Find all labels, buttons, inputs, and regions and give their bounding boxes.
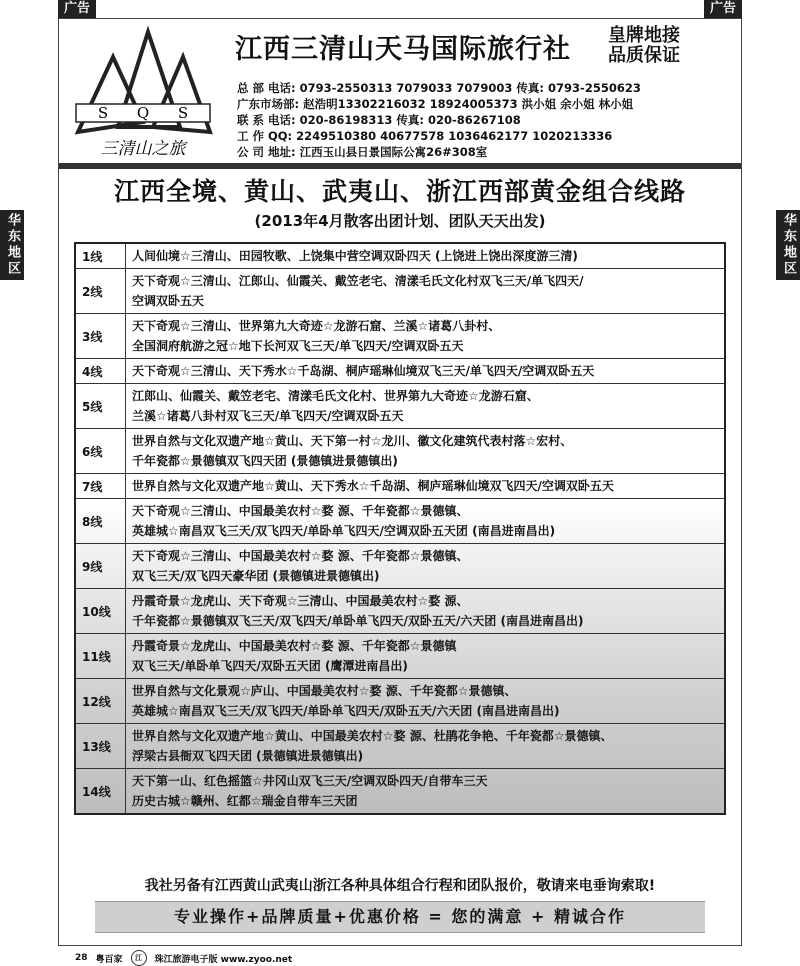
route-number: 11线	[76, 634, 126, 678]
route-row	[76, 499, 724, 544]
slogan	[608, 26, 728, 66]
route-description: 江郎山、仙霞关、戴笠老宅、清漾毛氏文化村、世界第九大奇迹☆龙游石窟、 兰溪☆诸葛八卦村双飞三天/单飞四天/空调双卧五天	[132, 389, 539, 423]
header-divider	[59, 163, 741, 169]
subtitle: (2013年4月散客出团计划、团队天天出发)	[254, 212, 546, 230]
route-description: 天下奇观☆三清山、天下秀水☆千岛湖、桐庐瑶琳仙境双飞三天/单飞四天/空调双卧五天	[132, 364, 595, 378]
logo-motto: 三清山之旅	[100, 139, 186, 159]
route-row	[76, 269, 724, 314]
logo-letter-2: Q	[136, 104, 150, 122]
logo-letter-3: S	[177, 104, 189, 122]
contact-address: 公 司 地址: 江西玉山县日景国际公寓26#308室	[237, 145, 488, 159]
route-description: 世界自然与文化双遗产地☆黄山、天下秀水☆千岛湖、桐庐瑶琳仙境双飞四天/空调双卧五天	[132, 479, 614, 493]
route-row	[76, 724, 724, 769]
route-description: 丹霞奇景☆龙虎山、中国最美农村☆婺 源、千年瓷都☆景德镇 双飞三天/单卧单飞四天/双卧五天团 (鹰潭进南昌出)	[132, 639, 457, 673]
slogan-line-1: 皇牌地接	[608, 25, 680, 46]
headline: 江西全境、黄山、武夷山、浙江西部黄金组合线路	[113, 177, 686, 206]
route-number: 10线	[76, 589, 126, 633]
route-number: 4线	[76, 359, 126, 383]
route-number: 7线	[76, 474, 126, 498]
contact-block	[237, 80, 641, 160]
footer-brand: 粤百家	[95, 954, 123, 965]
route-number: 1线	[76, 244, 126, 268]
route-description: 世界自然与文化景观☆庐山、中国最美农村☆婺 源、千年瓷都☆景德镇、 英雄城☆南昌双飞三天/双飞四天/单卧单飞四天/双卧五天/六天团 (南昌进南昌出)	[132, 684, 560, 718]
route-number: 6线	[76, 429, 126, 473]
route-number: 12线	[76, 679, 126, 723]
route-description: 世界自然与文化双遗产地☆黄山、中国最美农村☆婺 源、杜鹃花争艳、千年瓷都☆景德镇、 浮梁古县衙双飞四天团 (景德镇进景德镇出)	[132, 729, 613, 763]
slogan-line-2: 品质保证	[608, 45, 680, 66]
route-row	[76, 244, 724, 269]
route-row	[76, 384, 724, 429]
company-name: 江西三清山天马国际旅行社	[235, 34, 571, 65]
route-number: 5线	[76, 384, 126, 428]
route-row	[76, 314, 724, 359]
route-row	[76, 474, 724, 499]
route-row	[76, 544, 724, 589]
route-number: 3线	[76, 314, 126, 358]
route-number: 8线	[76, 499, 126, 543]
route-description: 人间仙境☆三清山、田园牧歌、上饶集中营空调双卧四天 (上饶进上饶出深度游三清)	[132, 249, 578, 263]
region-tab-right: 华东地区	[776, 210, 800, 280]
route-row	[76, 634, 724, 679]
route-description: 天下奇观☆三清山、江郎山、仙霞关、戴笠老宅、清漾毛氏文化村双飞三天/单飞四天/ 空调双卧五天	[132, 274, 584, 308]
region-tab-left: 华东地区	[0, 210, 24, 280]
contact-tel: 联 系 电话: 020-86198313 传真: 020-86267108	[237, 113, 521, 127]
contact-qq: 工 作 QQ: 2249510380 40677578 1036462177 1020213336	[237, 129, 613, 143]
route-description: 天下奇观☆三清山、中国最美农村☆婺 源、千年瓷都☆景德镇、 双飞三天/双飞四天豪华团 (景德镇进景德镇出)	[132, 549, 469, 583]
company-logo	[68, 22, 218, 162]
route-row	[76, 429, 724, 474]
route-description: 丹霞奇景☆龙虎山、天下奇观☆三清山、中国最美农村☆婺 源、 千年瓷都☆景德镇双飞三天/双飞四天/单卧单飞四天/双卧五天/六天团 (南昌进南昌出)	[132, 594, 584, 628]
routes-table	[74, 242, 726, 815]
page-number: 28	[75, 953, 88, 963]
route-row	[76, 769, 724, 813]
logo-letter-1: S	[97, 104, 109, 122]
contact-gd: 广东市场部: 赵浩明13302216032 18924005373 洪小姐 余小姐 林小姐	[237, 97, 634, 111]
ad-label-left: 广告	[58, 0, 96, 18]
inquiry-note: 我社另备有江西黄山武夷山浙江各种具体组合行程和团队报价，敬请来电垂询索取!	[144, 878, 656, 894]
route-description: 天下第一山、红色摇篮☆井冈山双飞三天/空调双卧四天/自带车三天 历史古城☆赣州、红都☆瑞金自带车三天团	[132, 774, 488, 808]
top-bar	[0, 0, 800, 18]
route-number: 13线	[76, 724, 126, 768]
route-number: 14线	[76, 769, 126, 813]
route-description: 世界自然与文化双遗产地☆黄山、天下第一村☆龙川、徽文化建筑代表村落☆宏村、 千年瓷都☆景德镇双飞四天团 (景德镇进景德镇出)	[132, 434, 573, 468]
page-footer	[75, 950, 292, 966]
route-description: 天下奇观☆三清山、中国最美农村☆婺 源、千年瓷都☆景德镇、 英雄城☆南昌双飞三天/双飞四天/单卧单飞四天/空调双卧五天团 (南昌进南昌出)	[132, 504, 556, 538]
route-description: 天下奇观☆三清山、世界第九大奇迹☆龙游石窟、兰溪☆诸葛八卦村、 全国洞府航游之冠☆地下长河双飞三天/单飞四天/空调双卧五天	[132, 319, 501, 353]
route-number: 2线	[76, 269, 126, 313]
footer-site: 珠江旅游电子版 www.zyoo.net	[154, 954, 293, 965]
ad-label-right: 广告	[704, 0, 742, 18]
contact-hq: 总 部 电话: 0793-2550313 7079033 7079003 传真: 0793-2550623	[237, 81, 641, 95]
route-number: 9线	[76, 544, 126, 588]
service-motto: 专业操作+品牌质量+优惠价格 = 您的满意 + 精诚合作	[95, 901, 705, 933]
route-row	[76, 359, 724, 384]
route-row	[76, 679, 724, 724]
footer-logo-icon: 江	[131, 950, 147, 966]
route-row	[76, 589, 724, 634]
